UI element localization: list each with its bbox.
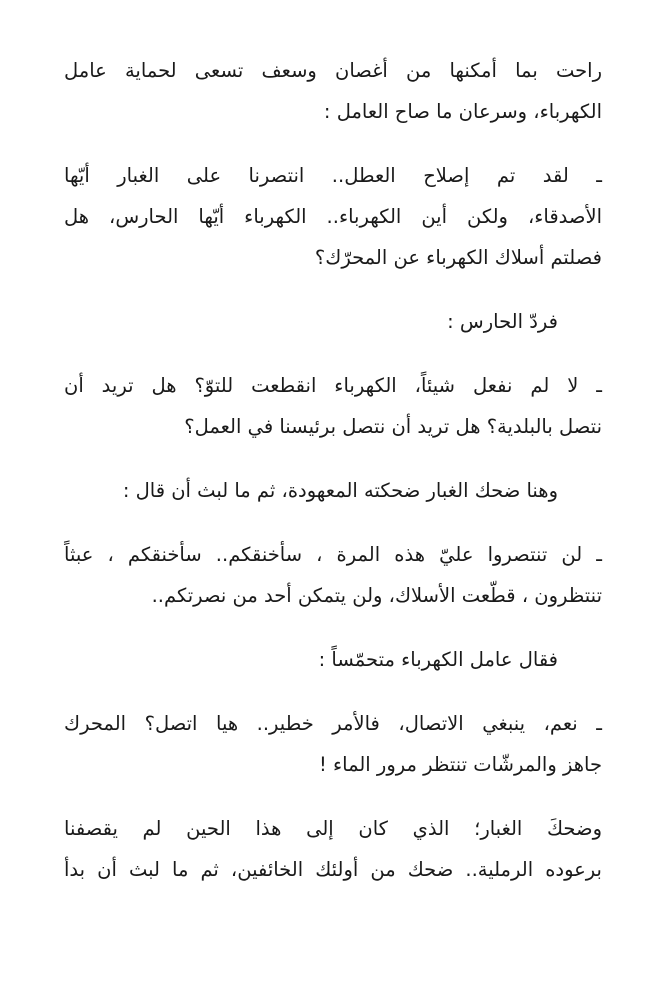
paragraph-dialogue-worker-2 bbox=[64, 703, 602, 785]
text-line: الأصدقاء، ولكن أين الكهرباء.. الكهرباء أيّها الحارس، هل bbox=[64, 205, 602, 228]
text-line: تنتظرون ، قطّعت الأسلاك، ولن يتمكن أحد من نصرتكم.. bbox=[151, 584, 602, 607]
text-line: برعوده الرملية.. ضحك من أولئك الخائفين، ثم ما لبث أن بدأ bbox=[64, 858, 602, 881]
paragraph-dialogue-dust bbox=[64, 534, 602, 616]
paragraph-dialogue-guard bbox=[64, 365, 602, 447]
text-line: نتصل بالبلدية؟ هل تريد أن نتصل برئيسنا في العمل؟ bbox=[184, 415, 602, 438]
text-line: ـ لقد تم إصلاح العطل.. انتصرنا على الغبار أيّها bbox=[64, 164, 602, 187]
text-line: جاهز والمرشّات تنتظر مرور الماء ! bbox=[318, 753, 602, 776]
paragraph-narration-dust bbox=[64, 470, 602, 511]
text-line: ـ لا لم نفعل شيئاً، الكهرباء انقطعت للتوّ؟ هل تريد أن bbox=[64, 374, 602, 397]
text-line: وضحكَ الغبار؛ الذي كان إلى هذا الحين لم يقصفنا bbox=[64, 817, 602, 840]
text-line: فصلتم أسلاك الكهرباء عن المحرّك؟ bbox=[314, 246, 602, 269]
text-line: وهنا ضحك الغبار ضحكته المعهودة، ثم ما لبث أن قال : bbox=[122, 479, 558, 502]
text-line: الكهرباء، وسرعان ما صاح العامل : bbox=[323, 100, 602, 123]
text-line: فردّ الحارس : bbox=[447, 310, 558, 333]
book-page bbox=[64, 50, 602, 890]
text-line: ـ لن تنتصروا عليّ هذه المرة ، سأخنقكم.. سأخنقكم ، عبثاً bbox=[64, 543, 602, 566]
paragraph-narration-guard bbox=[64, 301, 602, 342]
paragraph-dialogue-worker bbox=[64, 155, 602, 278]
text-line: ـ نعم، ينبغي الاتصال، فالأمر خطير.. هيا اتصل؟ المحرك bbox=[64, 712, 602, 735]
paragraph-narration-worker bbox=[64, 639, 602, 680]
paragraph-narration-final bbox=[64, 808, 602, 890]
paragraph-narration-1 bbox=[64, 50, 602, 132]
text-line: فقال عامل الكهرباء متحمّساً : bbox=[318, 648, 558, 671]
text-line: راحت بما أمكنها من أغصان وسعف تسعى لحماية عامل bbox=[64, 59, 602, 82]
